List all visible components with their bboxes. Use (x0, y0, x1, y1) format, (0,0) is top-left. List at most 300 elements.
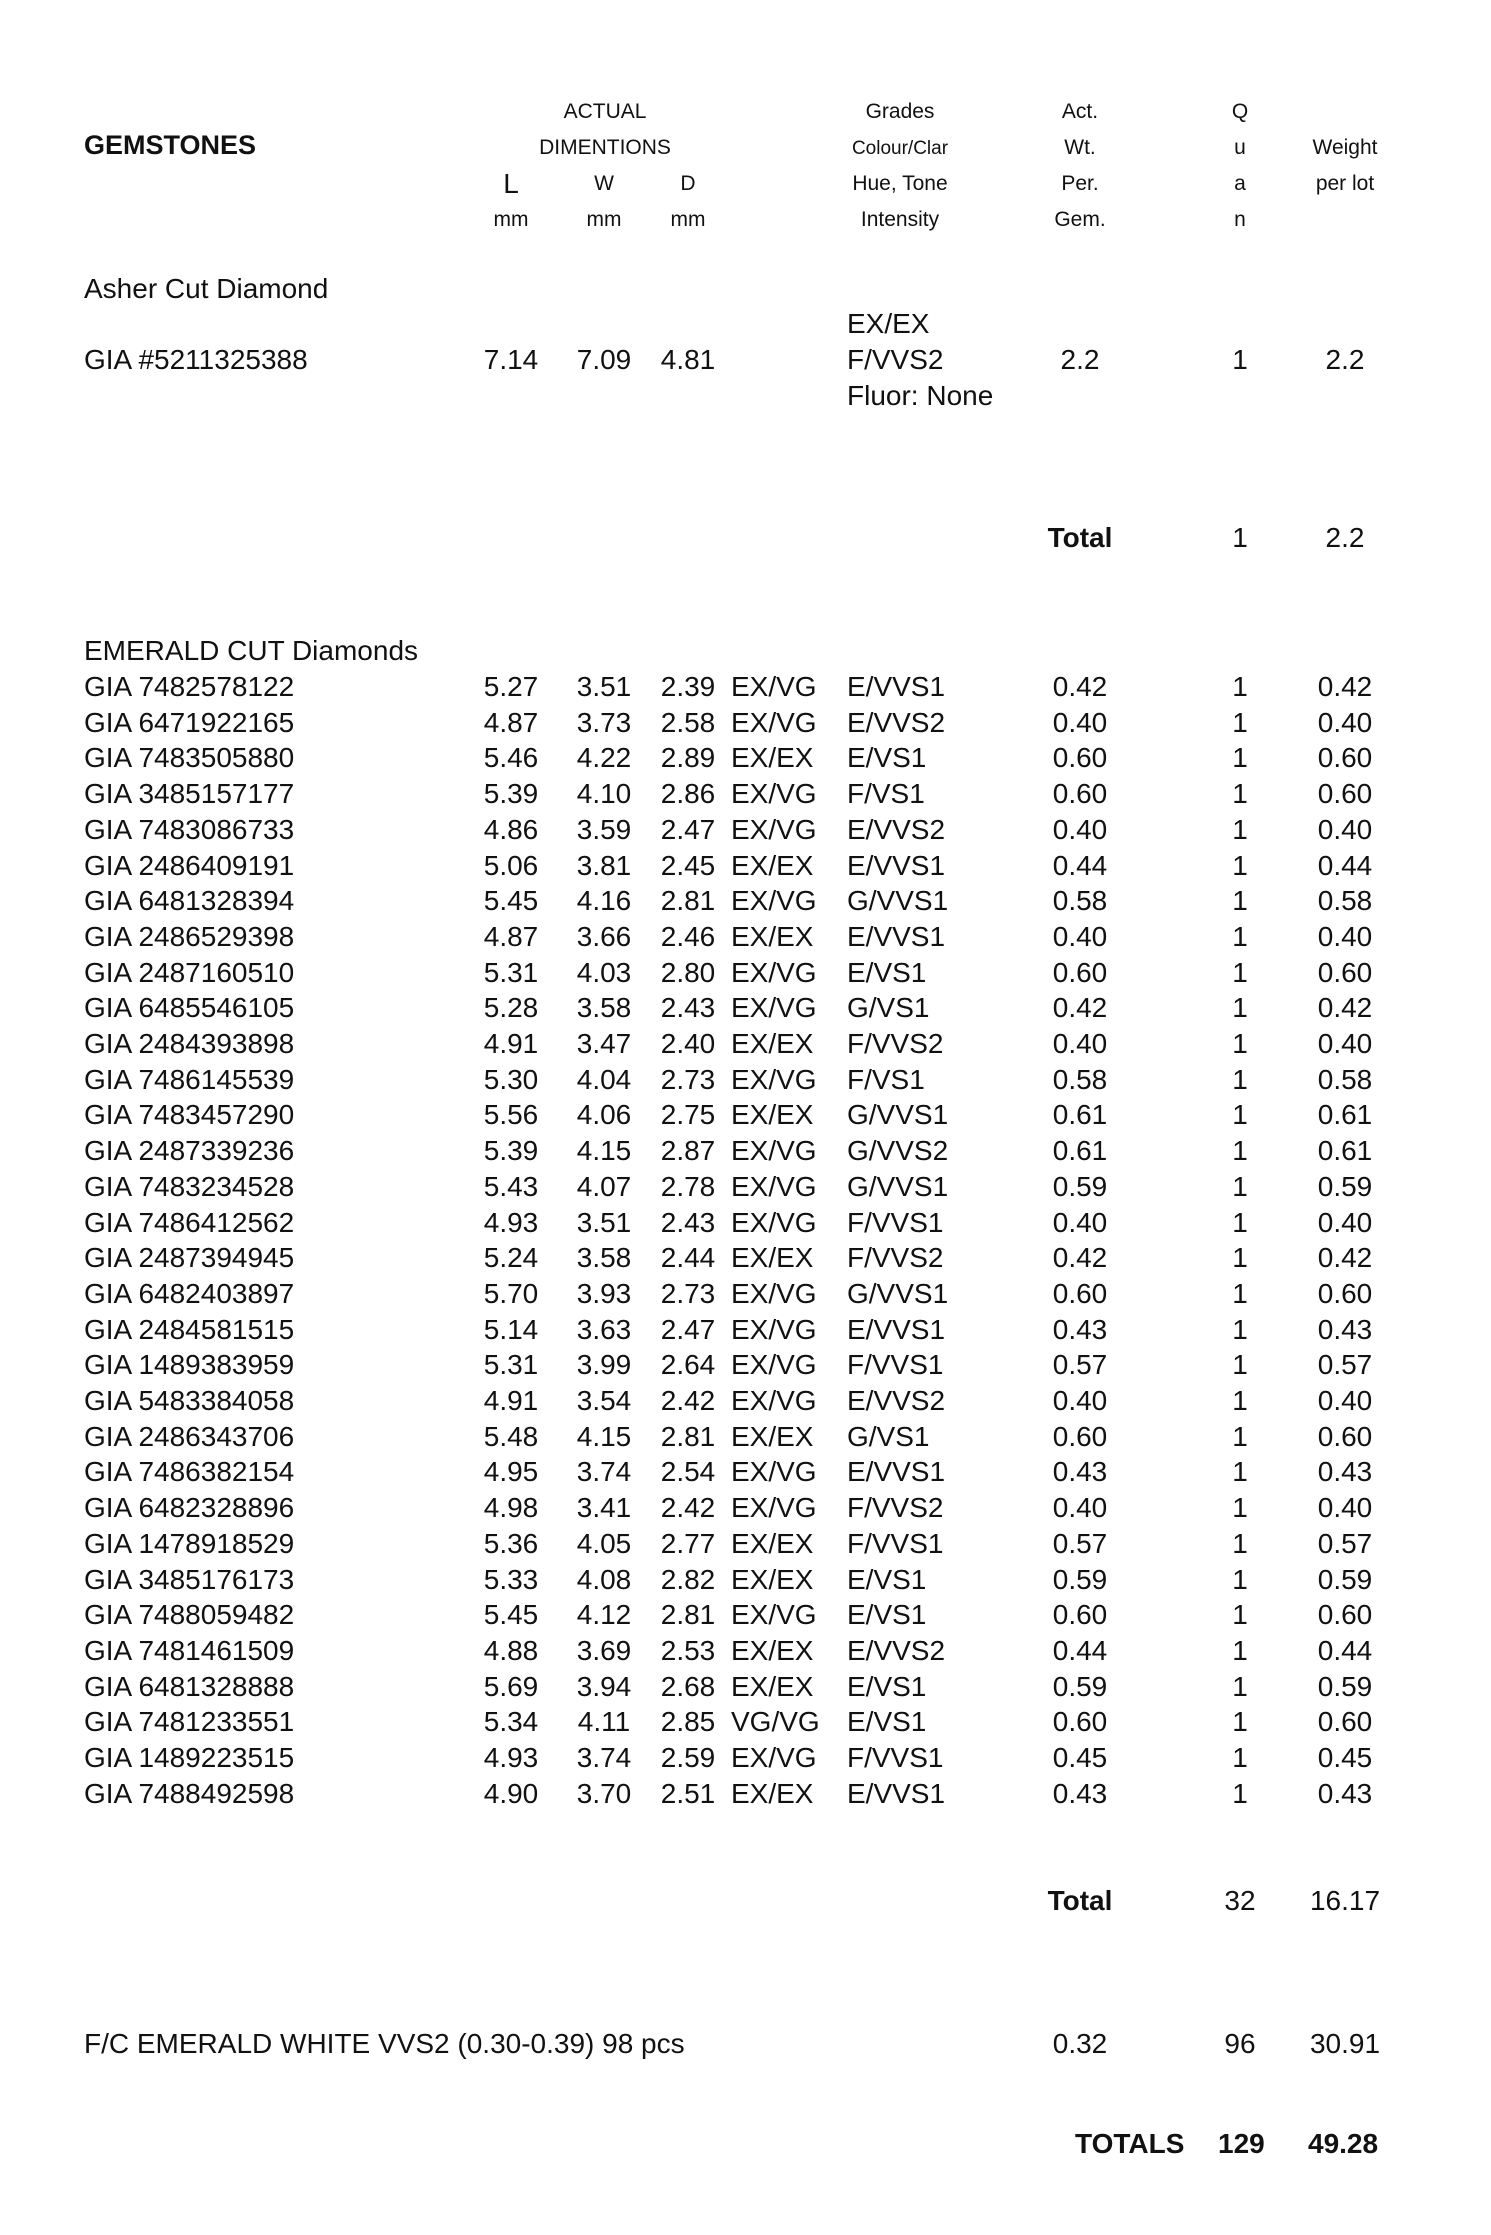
row-width: 3.74 (576, 1456, 632, 1487)
emerald-total-weight: 16.17 (1309, 1885, 1381, 1916)
row-total-weight: 0.40 (1317, 1385, 1373, 1416)
row-total-weight: 0.58 (1317, 885, 1373, 916)
row-total-weight: 0.60 (1317, 1421, 1373, 1452)
row-id: GIA 6482328896 (84, 1492, 295, 1523)
row-cut-grade: EX/VG (731, 1456, 817, 1487)
row-color-clarity: E/VS1 (847, 1564, 927, 1595)
row-depth: 2.75 (660, 1099, 716, 1130)
qty-header-q: Q (1231, 100, 1249, 123)
row-total-weight: 0.40 (1317, 921, 1373, 952)
row-id: GIA 6481328394 (84, 885, 295, 916)
row-depth: 2.40 (660, 1028, 716, 1059)
row-weight: 0.61 (1052, 1135, 1108, 1166)
row-width: 3.58 (576, 1242, 632, 1273)
row-depth: 2.81 (660, 1421, 716, 1452)
row-length: 4.91 (483, 1385, 539, 1416)
row-cut-grade: EX/EX (731, 921, 814, 952)
row-width: 4.12 (576, 1599, 632, 1630)
row-id: GIA 7488059482 (84, 1599, 295, 1630)
row-id: GIA 1489223515 (84, 1742, 295, 1773)
weight-header: Weight (1312, 136, 1378, 159)
row-cut-grade: EX/VG (731, 671, 817, 702)
row-qty: 1 (1232, 1207, 1248, 1238)
row-width: 3.58 (576, 992, 632, 1023)
row-weight: 0.40 (1052, 1207, 1108, 1238)
row-color-clarity: E/VVS2 (847, 707, 946, 738)
row-color-clarity: G/VVS1 (847, 1099, 949, 1130)
row-depth: 2.51 (660, 1778, 716, 1809)
asher-weight: 2.2 (1060, 344, 1100, 375)
row-weight: 0.40 (1052, 707, 1108, 738)
row-color-clarity: E/VVS1 (847, 671, 946, 702)
row-cut-grade: EX/VG (731, 1349, 817, 1380)
row-length: 5.69 (483, 1671, 539, 1702)
row-id: GIA 7481233551 (84, 1706, 295, 1737)
row-depth: 2.77 (660, 1528, 716, 1559)
row-color-clarity: F/VVS2 (847, 1028, 944, 1059)
asher-total-weight: 2.2 (1325, 344, 1365, 375)
row-depth: 2.39 (660, 671, 716, 702)
row-qty: 1 (1232, 671, 1248, 702)
row-width: 3.94 (576, 1671, 632, 1702)
row-weight: 0.58 (1052, 1064, 1108, 1095)
row-length: 4.95 (483, 1456, 539, 1487)
row-cut-grade: EX/VG (731, 1064, 817, 1095)
grand-total-label: TOTALS (1075, 2128, 1185, 2159)
qty-header-a: a (1234, 172, 1246, 195)
row-id: GIA 7486145539 (84, 1064, 295, 1095)
row-width: 3.51 (576, 671, 632, 702)
row-total-weight: 0.61 (1317, 1135, 1373, 1166)
row-qty: 1 (1232, 814, 1248, 845)
row-cut-grade: EX/EX (731, 1421, 814, 1452)
row-depth: 2.42 (660, 1385, 716, 1416)
row-id: GIA 1478918529 (84, 1528, 295, 1559)
fc-total-weight: 30.91 (1309, 2028, 1381, 2059)
row-length: 5.24 (483, 1242, 539, 1273)
row-qty: 1 (1232, 885, 1248, 916)
row-qty: 1 (1232, 1528, 1248, 1559)
width-unit: mm (586, 208, 622, 231)
row-cut-grade: EX/VG (731, 814, 817, 845)
fc-weight: 0.32 (1052, 2028, 1108, 2059)
row-weight: 0.45 (1052, 1742, 1108, 1773)
row-color-clarity: E/VVS1 (847, 850, 946, 881)
row-total-weight: 0.57 (1317, 1349, 1373, 1380)
row-color-clarity: G/VVS2 (847, 1135, 949, 1166)
row-id: GIA 2486529398 (84, 921, 295, 952)
row-color-clarity: E/VS1 (847, 1671, 927, 1702)
row-color-clarity: G/VVS1 (847, 885, 949, 916)
row-color-clarity: E/VS1 (847, 957, 927, 988)
row-cut-grade: EX/VG (731, 957, 817, 988)
row-length: 4.87 (483, 707, 539, 738)
row-id: GIA 7481461509 (84, 1635, 295, 1666)
act-header: Act. (1061, 100, 1099, 123)
row-depth: 2.64 (660, 1349, 716, 1380)
row-color-clarity: E/VS1 (847, 1706, 927, 1737)
row-length: 5.46 (483, 742, 539, 773)
row-length: 5.48 (483, 1421, 539, 1452)
row-depth: 2.46 (660, 921, 716, 952)
row-width: 4.07 (576, 1171, 632, 1202)
row-width: 3.54 (576, 1385, 632, 1416)
asher-section-title: Asher Cut Diamond (84, 273, 329, 304)
row-weight: 0.40 (1052, 1028, 1108, 1059)
row-cut-grade: EX/VG (731, 778, 817, 809)
fc-qty: 96 (1224, 2028, 1256, 2059)
row-width: 3.69 (576, 1635, 632, 1666)
row-qty: 1 (1232, 1671, 1248, 1702)
row-depth: 2.89 (660, 742, 716, 773)
row-id: GIA 7483086733 (84, 814, 295, 845)
row-weight: 0.42 (1052, 1242, 1108, 1273)
row-color-clarity: G/VVS1 (847, 1171, 949, 1202)
row-weight: 0.43 (1052, 1456, 1108, 1487)
row-qty: 1 (1232, 1778, 1248, 1809)
row-weight: 0.40 (1052, 1492, 1108, 1523)
row-length: 5.43 (483, 1171, 539, 1202)
qty-header-n: n (1234, 208, 1246, 231)
row-weight: 0.59 (1052, 1171, 1108, 1202)
row-qty: 1 (1232, 1599, 1248, 1630)
asher-length: 7.14 (483, 344, 539, 375)
row-color-clarity: E/VVS1 (847, 1314, 946, 1345)
dimentions-header: DIMENTIONS (539, 136, 671, 159)
row-qty: 1 (1232, 992, 1248, 1023)
row-weight: 0.60 (1052, 742, 1108, 773)
row-id: GIA 2487339236 (84, 1135, 295, 1166)
row-qty: 1 (1232, 1706, 1248, 1737)
row-depth: 2.45 (660, 850, 716, 881)
row-width: 3.51 (576, 1207, 632, 1238)
row-width: 3.74 (576, 1742, 632, 1773)
row-qty: 1 (1232, 1278, 1248, 1309)
row-color-clarity: E/VVS1 (847, 921, 946, 952)
row-cut-grade: EX/VG (731, 1385, 817, 1416)
row-width: 3.99 (576, 1349, 632, 1380)
row-total-weight: 0.43 (1317, 1314, 1373, 1345)
row-color-clarity: G/VVS1 (847, 1278, 949, 1309)
row-cut-grade: EX/EX (731, 1528, 814, 1559)
row-weight: 0.57 (1052, 1349, 1108, 1380)
row-weight: 0.57 (1052, 1528, 1108, 1559)
row-width: 4.03 (576, 957, 632, 988)
length-header: L (503, 168, 519, 199)
row-id: GIA 7482578122 (84, 671, 295, 702)
row-qty: 1 (1232, 1564, 1248, 1595)
row-id: GIA 7486412562 (84, 1207, 295, 1238)
asher-total-qty: 1 (1232, 522, 1248, 553)
row-length: 5.70 (483, 1278, 539, 1309)
row-total-weight: 0.45 (1317, 1742, 1373, 1773)
row-cut-grade: EX/EX (731, 1564, 814, 1595)
row-width: 3.63 (576, 1314, 632, 1345)
grand-total-weight: 49.28 (1308, 2128, 1379, 2159)
colour-clar-header: Colour/Clar (851, 138, 949, 159)
row-qty: 1 (1232, 1492, 1248, 1523)
row-cut-grade: EX/VG (731, 1599, 817, 1630)
row-depth: 2.58 (660, 707, 716, 738)
row-depth: 2.42 (660, 1492, 716, 1523)
row-qty: 1 (1232, 1635, 1248, 1666)
row-total-weight: 0.44 (1317, 1635, 1373, 1666)
wt-header: Wt. (1064, 136, 1096, 159)
row-weight: 0.60 (1052, 1278, 1108, 1309)
row-cut-grade: EX/EX (731, 850, 814, 881)
row-id: GIA 6471922165 (84, 707, 295, 738)
row-width: 4.04 (576, 1064, 632, 1095)
asher-width: 7.09 (576, 344, 632, 375)
row-weight: 0.40 (1052, 921, 1108, 952)
row-weight: 0.59 (1052, 1564, 1108, 1595)
width-header: W (594, 172, 614, 195)
row-cut-grade: EX/EX (731, 1242, 814, 1273)
row-qty: 1 (1232, 778, 1248, 809)
row-qty: 1 (1232, 1314, 1248, 1345)
row-color-clarity: E/VS1 (847, 1599, 927, 1630)
row-qty: 1 (1232, 1742, 1248, 1773)
row-total-weight: 0.59 (1317, 1564, 1373, 1595)
row-length: 4.86 (483, 814, 539, 845)
row-width: 4.06 (576, 1099, 632, 1130)
row-qty: 1 (1232, 1385, 1248, 1416)
gem-header: Gem. (1054, 208, 1106, 231)
depth-unit: mm (670, 208, 706, 231)
row-total-weight: 0.60 (1317, 957, 1373, 988)
row-qty: 1 (1232, 957, 1248, 988)
row-qty: 1 (1232, 1028, 1248, 1059)
row-qty: 1 (1232, 921, 1248, 952)
row-total-weight: 0.43 (1317, 1456, 1373, 1487)
row-id: GIA 6482403897 (84, 1278, 295, 1309)
row-weight: 0.61 (1052, 1099, 1108, 1130)
row-cut-grade: EX/VG (731, 1278, 817, 1309)
row-id: GIA 2486409191 (84, 850, 295, 881)
row-width: 3.93 (576, 1278, 632, 1309)
row-total-weight: 0.59 (1317, 1671, 1373, 1702)
row-depth: 2.82 (660, 1564, 716, 1595)
row-width: 4.11 (577, 1706, 631, 1737)
row-color-clarity: E/VS1 (847, 742, 927, 773)
row-weight: 0.40 (1052, 814, 1108, 845)
intensity-header: Intensity (860, 208, 940, 231)
row-length: 5.39 (483, 778, 539, 809)
row-cut-grade: EX/EX (731, 1671, 814, 1702)
row-depth: 2.59 (660, 1742, 716, 1773)
per-header: Per. (1061, 172, 1099, 195)
row-depth: 2.81 (660, 1599, 716, 1630)
row-color-clarity: E/VVS1 (847, 1456, 946, 1487)
row-id: GIA 6485546105 (84, 992, 295, 1023)
row-total-weight: 0.57 (1317, 1528, 1373, 1559)
row-depth: 2.73 (660, 1278, 716, 1309)
row-depth: 2.43 (660, 992, 716, 1023)
asher-fluor: Fluor: None (847, 380, 994, 411)
row-length: 5.30 (483, 1064, 539, 1095)
row-qty: 1 (1232, 707, 1248, 738)
grades-header: Grades (865, 100, 935, 123)
row-cut-grade: EX/VG (731, 1314, 817, 1345)
row-depth: 2.68 (660, 1671, 716, 1702)
row-color-clarity: F/VVS1 (847, 1528, 944, 1559)
row-id: GIA 1489383959 (84, 1349, 295, 1380)
row-depth: 2.43 (660, 1207, 716, 1238)
row-cut-grade: EX/VG (731, 992, 817, 1023)
row-cut-grade: EX/EX (731, 1028, 814, 1059)
row-depth: 2.87 (660, 1135, 716, 1166)
row-width: 3.81 (576, 850, 632, 881)
row-width: 4.15 (576, 1135, 632, 1166)
row-length: 5.31 (483, 957, 539, 988)
row-total-weight: 0.58 (1317, 1064, 1373, 1095)
row-id: GIA 3485176173 (84, 1564, 295, 1595)
row-depth: 2.53 (660, 1635, 716, 1666)
row-length: 5.14 (483, 1314, 539, 1345)
row-length: 4.90 (483, 1778, 539, 1809)
row-qty: 1 (1232, 1099, 1248, 1130)
emerald-total-label: Total (1047, 1885, 1113, 1916)
row-total-weight: 0.40 (1317, 707, 1373, 738)
row-total-weight: 0.42 (1317, 1242, 1373, 1273)
row-id: GIA 2487160510 (84, 957, 295, 988)
length-unit: mm (493, 208, 529, 231)
row-color-clarity: E/VVS2 (847, 1635, 946, 1666)
row-id: GIA 3485157177 (84, 778, 295, 809)
row-cut-grade: EX/VG (731, 707, 817, 738)
row-cut-grade: EX/VG (731, 1492, 817, 1523)
row-id: GIA 6481328888 (84, 1671, 295, 1702)
row-length: 4.87 (483, 921, 539, 952)
row-length: 5.33 (483, 1564, 539, 1595)
row-id: GIA 7483234528 (84, 1171, 295, 1202)
row-weight: 0.43 (1052, 1314, 1108, 1345)
row-weight: 0.40 (1052, 1385, 1108, 1416)
row-length: 5.06 (483, 850, 539, 881)
row-cut-grade: EX/EX (731, 1635, 814, 1666)
row-length: 4.93 (483, 1207, 539, 1238)
row-depth: 2.73 (660, 1064, 716, 1095)
row-color-clarity: F/VVS1 (847, 1742, 944, 1773)
row-total-weight: 0.44 (1317, 850, 1373, 881)
per-lot-header: per lot (1315, 172, 1375, 195)
asher-grade-color: F/VVS2 (847, 344, 944, 375)
row-width: 4.08 (576, 1564, 632, 1595)
row-width: 4.16 (576, 885, 632, 916)
asher-grade-cut: EX/EX (847, 308, 930, 339)
row-cut-grade: EX/EX (731, 1778, 814, 1809)
row-length: 5.56 (483, 1099, 539, 1130)
row-width: 4.22 (576, 742, 632, 773)
row-width: 3.70 (576, 1778, 632, 1809)
row-color-clarity: E/VVS2 (847, 1385, 946, 1416)
row-id: GIA 5483384058 (84, 1385, 295, 1416)
row-cut-grade: VG/VG (731, 1706, 820, 1737)
row-qty: 1 (1232, 1349, 1248, 1380)
row-total-weight: 0.42 (1317, 992, 1373, 1023)
row-id: GIA 2484393898 (84, 1028, 295, 1059)
row-weight: 0.42 (1052, 992, 1108, 1023)
actual-header: ACTUAL (563, 100, 647, 123)
row-width: 3.73 (576, 707, 632, 738)
row-total-weight: 0.60 (1317, 1706, 1373, 1737)
row-width: 4.15 (576, 1421, 632, 1452)
row-total-weight: 0.40 (1317, 1207, 1373, 1238)
row-depth: 2.86 (660, 778, 716, 809)
row-qty: 1 (1232, 1064, 1248, 1095)
row-total-weight: 0.60 (1317, 1599, 1373, 1630)
row-id: GIA 2486343706 (84, 1421, 295, 1452)
row-weight: 0.43 (1052, 1778, 1108, 1809)
row-total-weight: 0.60 (1317, 778, 1373, 809)
row-color-clarity: F/VS1 (847, 1064, 925, 1095)
row-depth: 2.47 (660, 1314, 716, 1345)
row-id: GIA 7488492598 (84, 1778, 295, 1809)
row-total-weight: 0.40 (1317, 814, 1373, 845)
row-length: 5.36 (483, 1528, 539, 1559)
asher-total-weight-sum: 2.2 (1325, 522, 1365, 553)
row-qty: 1 (1232, 1135, 1248, 1166)
row-width: 3.41 (576, 1492, 632, 1523)
row-color-clarity: F/VVS1 (847, 1207, 944, 1238)
row-id: GIA 7483457290 (84, 1099, 295, 1130)
row-length: 5.31 (483, 1349, 539, 1380)
row-color-clarity: F/VS1 (847, 778, 925, 809)
asher-depth: 4.81 (660, 344, 716, 375)
grand-total-qty: 129 (1218, 2128, 1265, 2159)
depth-header: D (680, 172, 696, 195)
row-width: 3.59 (576, 814, 632, 845)
row-qty: 1 (1232, 1456, 1248, 1487)
row-length: 5.34 (483, 1706, 539, 1737)
row-cut-grade: EX/VG (731, 1742, 817, 1773)
row-width: 3.47 (576, 1028, 632, 1059)
row-color-clarity: F/VVS2 (847, 1242, 944, 1273)
row-qty: 1 (1232, 850, 1248, 881)
row-depth: 2.78 (660, 1171, 716, 1202)
row-width: 3.66 (576, 921, 632, 952)
fc-label: F/C EMERALD WHITE VVS2 (0.30-0.39) 98 pcs (84, 2028, 685, 2059)
row-length: 4.98 (483, 1492, 539, 1523)
row-length: 5.27 (483, 671, 539, 702)
row-length: 5.45 (483, 1599, 539, 1630)
row-cut-grade: EX/VG (731, 1207, 817, 1238)
row-weight: 0.42 (1052, 671, 1108, 702)
row-cut-grade: EX/EX (731, 742, 814, 773)
row-cut-grade: EX/EX (731, 1099, 814, 1130)
row-depth: 2.81 (660, 885, 716, 916)
row-length: 5.39 (483, 1135, 539, 1166)
row-depth: 2.80 (660, 957, 716, 988)
row-color-clarity: G/VS1 (847, 1421, 930, 1452)
row-depth: 2.47 (660, 814, 716, 845)
row-qty: 1 (1232, 1242, 1248, 1273)
row-depth: 2.85 (660, 1706, 716, 1737)
row-id: GIA 2487394945 (84, 1242, 295, 1273)
row-total-weight: 0.60 (1317, 1278, 1373, 1309)
row-color-clarity: E/VVS2 (847, 814, 946, 845)
row-total-weight: 0.59 (1317, 1171, 1373, 1202)
row-depth: 2.44 (660, 1242, 716, 1273)
row-id: GIA 2484581515 (84, 1314, 295, 1345)
row-weight: 0.60 (1052, 778, 1108, 809)
row-color-clarity: F/VVS1 (847, 1349, 944, 1380)
page-title: GEMSTONES (84, 130, 257, 160)
row-color-clarity: E/VVS1 (847, 1778, 946, 1809)
row-width: 4.10 (576, 778, 632, 809)
asher-id: GIA #5211325388 (84, 344, 308, 375)
row-weight: 0.60 (1052, 1706, 1108, 1737)
